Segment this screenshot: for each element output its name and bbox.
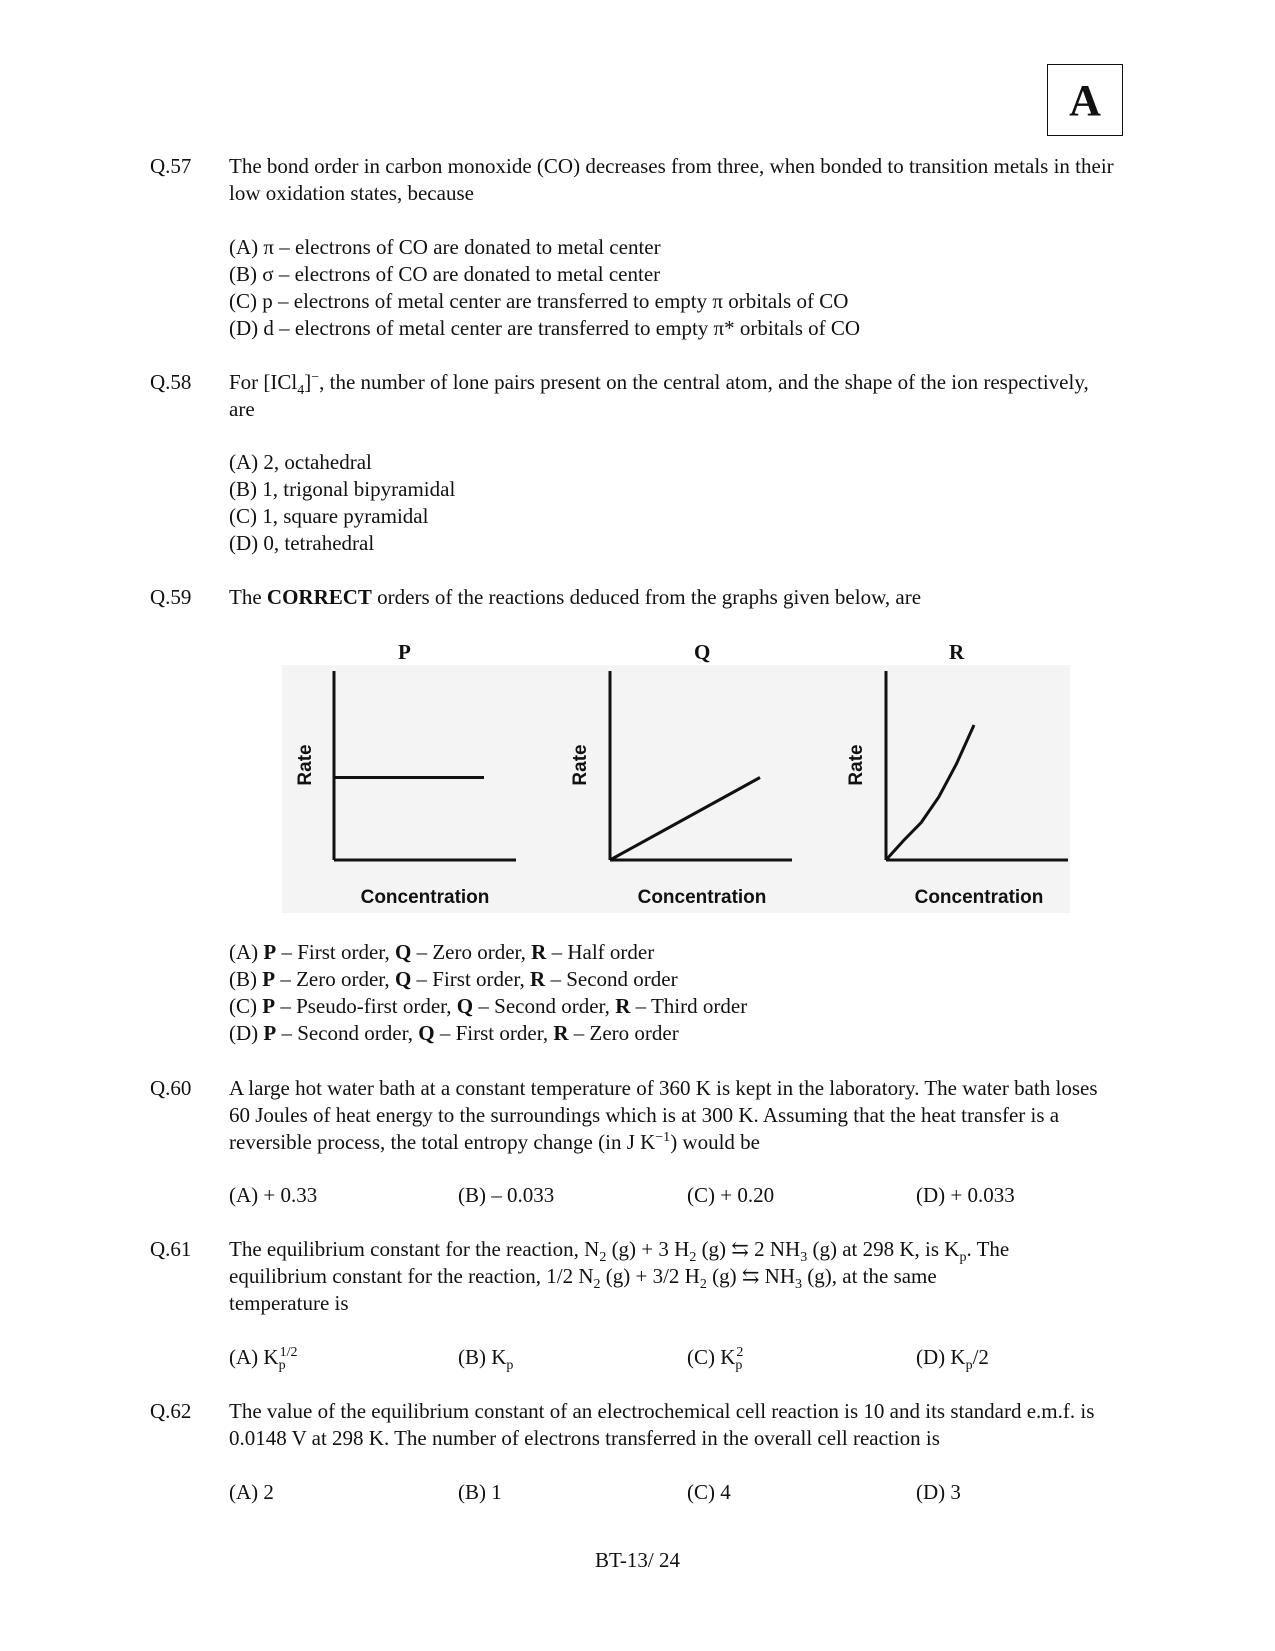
q58-option-d[interactable]: (D) 0, tetrahedral [229,531,375,555]
q57-text: The bond order in carbon monoxide (CO) decreases from three, when bonded to transition metals in their low oxidation states, because [229,154,1114,205]
q57-number: Q.57 [150,154,192,178]
q58-option-c[interactable]: (C) 1, square pyramidal [229,504,429,528]
q61-line-3: temperature is [229,1291,349,1315]
graph-r-xlabel: Concentration [914,887,1044,908]
q59-option-a[interactable]: (A) P – First order, Q – Zero order, R – Half order [229,940,655,964]
graph-q-xlabel: Concentration [637,887,767,908]
q59-text: The CORRECT orders of the reactions deduced from the graphs given below, are [229,585,922,609]
q57-option-c[interactable]: (C) p – electrons of metal center are transferred to empty π orbitals of CO [229,289,849,313]
q58-option-a[interactable]: (A) 2, octahedral [229,450,372,474]
q62-option-c[interactable]: (C) 4 [687,1480,731,1504]
graph-p-xlabel: Concentration [360,887,490,908]
q61-option-c[interactable]: (C) $K_p^2$ [687,1345,744,1374]
q60-text: A large hot water bath at a constant temperature of 360 K is kept in the laboratory. The water bath loses 60 Joules of heat energy to the surroundings which is at 300 K. Assuming that the heat transfer is a reversible process, the total entropy change (in J $K^{-1}$) would be [229,1076,1098,1154]
q60-option-d[interactable]: (D) + 0.033 [916,1183,1015,1207]
set-code-box [1047,64,1123,136]
q61-line-2: equilibrium constant for the reaction, 1/2 $N_2$ (g) + 3/2 $H_2$ (g) ⇆ $NH_3$ (g), at the same [229,1264,937,1293]
q58-text: For [ICl$_4$]−, the number of lone pairs present on the central atom, and the shape of the ion respectively, are [229,370,1089,421]
q57-option-b[interactable]: (B) σ – electrons of CO are donated to metal center [229,262,661,286]
q58-option-b[interactable]: (B) 1, trigonal bipyramidal [229,477,456,501]
q61-option-b[interactable]: (B) $K_p$ [458,1345,514,1374]
q60-number: Q.60 [150,1076,192,1100]
q61-option-d[interactable]: (D) $K_p/2$ [916,1345,989,1374]
graph-q-ylabel: Rate [570,744,591,786]
q59-number: Q.59 [150,585,192,609]
graph-q-curve [610,778,760,861]
q59-option-b[interactable]: (B) P – Zero order, Q – First order, R – Second order [229,967,678,991]
graph-r-curve [886,725,974,860]
q59-option-d[interactable]: (D) P – Second order, Q – First order, R – Zero order [229,1021,679,1045]
q61-option-a[interactable]: (A) $K_p^{1/2}$ [229,1345,298,1374]
graph-r-title: R [949,640,965,664]
q59-option-c[interactable]: (C) P – Pseudo-first order, Q – Second order, R – Third order [229,994,748,1018]
graph-r-ylabel: Rate [846,744,867,786]
q60-option-c[interactable]: (C) + 0.20 [687,1183,775,1207]
q61-line-1: The equilibrium constant for the reaction, $N_2$ (g) + 3 $H_2$ (g) ⇆ 2 $NH_3$ (g) at 298 K, is $K_p$. The [229,1237,1010,1266]
q58-number: Q.58 [150,370,192,394]
q57-option-d[interactable]: (D) d – electrons of metal center are transferred to empty π* orbitals of CO [229,316,861,340]
graph-q-title: Q [694,640,711,664]
q60-option-a[interactable]: (A) + 0.33 [229,1183,318,1207]
q62-option-b[interactable]: (B) 1 [458,1480,502,1504]
rate-concentration-graphs [282,665,1070,913]
q61-text [229,1236,1119,1317]
set-code: A [1069,75,1101,125]
q60-option-b[interactable]: (B) – 0.033 [458,1183,555,1207]
q61-number: Q.61 [150,1237,192,1261]
q57-option-a[interactable]: (A) π – electrons of CO are donated to metal center [229,235,661,259]
q62-option-d[interactable]: (D) 3 [916,1480,961,1504]
page-footer: BT-13/ 24 [595,1548,680,1572]
q62-option-a[interactable]: (A) 2 [229,1480,274,1504]
graph-p-title: P [398,640,411,664]
graph-p-ylabel: Rate [295,744,316,786]
q62-number: Q.62 [150,1399,192,1423]
q62-text: The value of the equilibrium constant of an electrochemical cell reaction is 10 and its standard e.m.f. is 0.0148 V at 298 K. The number of electrons transferred in the overall cell reaction is [229,1399,1095,1450]
